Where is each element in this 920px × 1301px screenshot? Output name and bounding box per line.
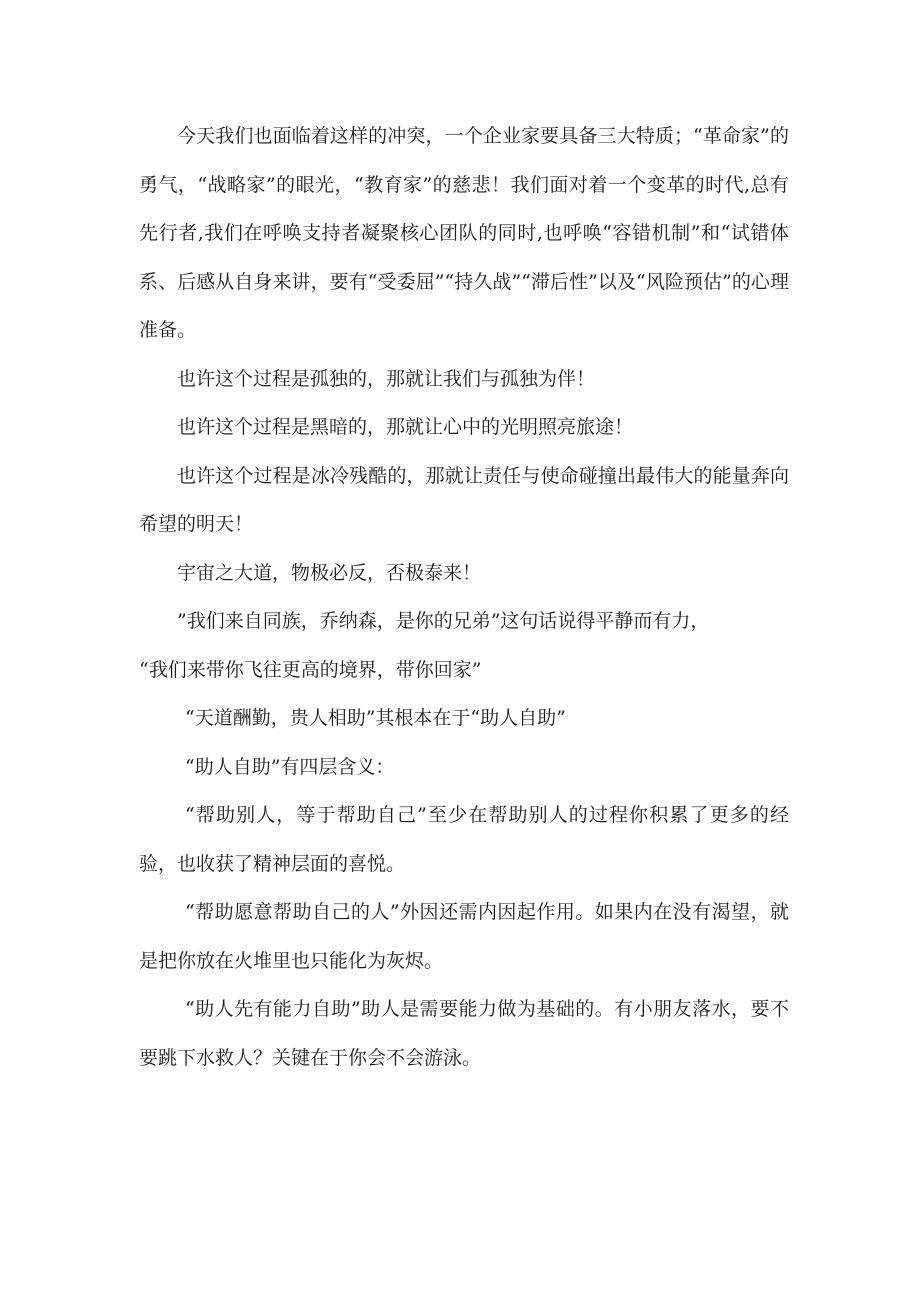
paragraph: “帮助愿意帮助自己的人”外因还需内因起作用。如果内在没有渴望，就是把你放在火堆里也只能化为灰烬。 [139,901,789,972]
paragraph: “天道酬勤，贵人相助”其根本在于“助人自助” [185,707,566,729]
paragraph: “助人先有能力自助”助人是需要能力做为基础的。有小朋友落水，要不要跳下水救人？关键在于你会不会游泳。 [139,998,789,1069]
paragraph: 也许这个过程是孤独的，那就让我们与孤独为伴！ [177,367,596,390]
paragraph: “帮助别人，等于帮助自己”至少在帮助别人的过程你积累了更多的经验，也收获了精神层面的喜悦。 [139,804,789,875]
paragraph: 今天我们也面临着这样的冲突，一个企业家要具备三大特质；“革命家”的勇气，“战略家”的眼光，“教育家”的慈悲！我们面对着一个变革的时代,总有先行者,我们在呼唤支持者凝聚核心团队的同时,也呼唤“容错机制”和“试错体系、后感从自身来讲，要有“受委屈”“持久战”“滞后性”以及“风险预估”的心理准备。 [139,125,789,341]
paragraph: 也许这个过程是黑暗的，那就让心中的光明照亮旅途！ [177,416,634,438]
paragraph: 也许这个过程是冰冷残酷的，那就让责任与使命碰撞出最伟大的能量奔向希望的明天！ [139,464,789,535]
paragraph: 宇宙之大道，物极必反，否极泰来！ [177,561,482,584]
paragraph: “我们来带你飞往更高的境界，带你回家” [139,658,482,681]
paragraph: ”我们来自同族，乔纳森，是你的兄弟”这句话说得平静而有力， [177,610,710,632]
paragraph: “助人自助”有四层含义： [185,755,395,778]
document-body [139,112,789,1082]
